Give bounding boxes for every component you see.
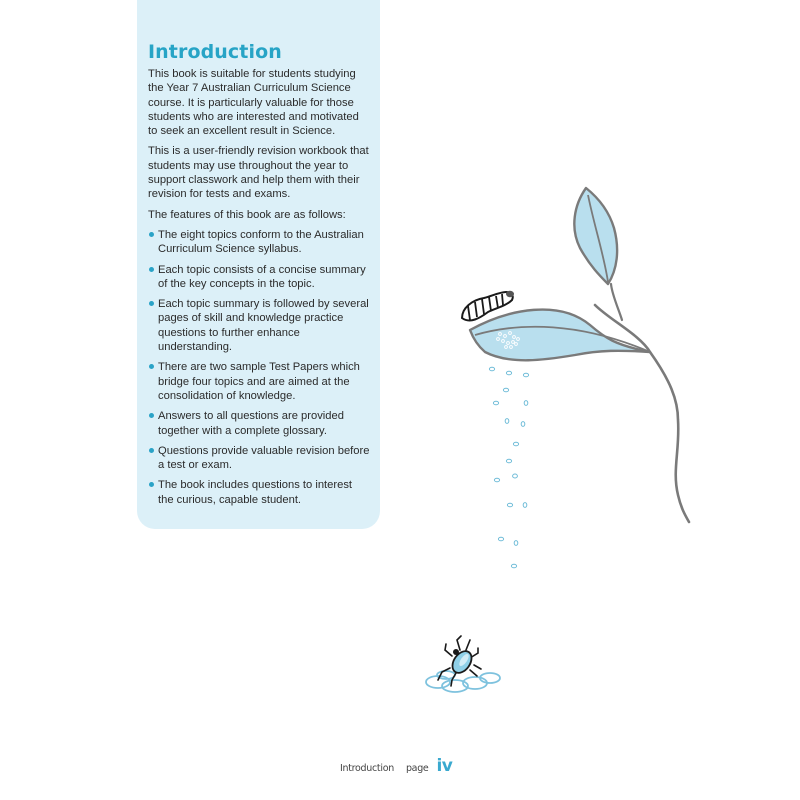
footer-section-name: Introduction [340, 763, 394, 774]
feature-text: There are two sample Test Papers which bridge four topics and are aimed at the consolidation of knowledge. [158, 361, 360, 402]
feature-text: Each topic consists of a concise summary of the key concepts in the topic. [158, 263, 366, 290]
footer-page-number: iv [436, 756, 453, 776]
feature-text: Answers to all questions are provided together with a complete glossary. [158, 410, 344, 437]
page-footer [340, 756, 452, 776]
footer-page-label: page [405, 763, 429, 774]
feature-text: Each topic summary is followed by several pages of skill and knowledge practice questions to further enhance understanding. [158, 298, 369, 354]
feature-text: The eight topics conform to the Australian Curriculum Science syllabus. [158, 228, 364, 256]
feature-text: The book includes questions to interest the curious, capable student. [158, 479, 353, 506]
features-lead: The features of this book are as follows: [148, 208, 346, 221]
water-droplets-icon [489, 367, 528, 568]
page-title: Introduction [148, 41, 282, 63]
feature-text: Questions provide valuable revision before a test or exam. [158, 444, 370, 472]
intro-paragraph-1: This book is suitable for students studying the Year 7 Australian Curriculum Science course. It is particularly valuable for those students who are interested and motivated to seek an excellent result in Science. [148, 68, 359, 138]
intro-paragraph-2: This is a user-friendly revision workbook that students may use throughout the year to support classwork and help them with their revision for tests and exams. [148, 145, 369, 201]
upper-leaf-icon [574, 188, 617, 284]
beetle-icon [426, 636, 500, 692]
lower-leaf-icon [470, 310, 650, 361]
